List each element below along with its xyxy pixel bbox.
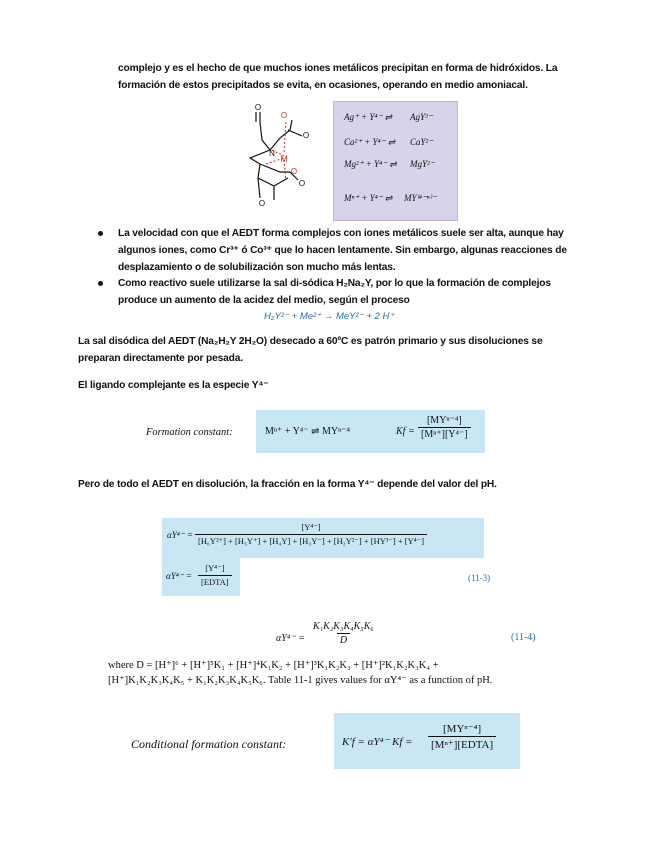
reaction-right-1: AgY³⁻ — [410, 112, 433, 122]
where-line-2: [H⁺]K₁K₂K₃K₄K₅ + K₁K₂K₃K₄K₅K₆. Table 11-1 gives values for αY⁴⁻ as a function of pH. — [108, 675, 493, 686]
ph-text: Pero de todo el AEDT en disolución, la fracción en la forma Y⁴⁻ depende del valor del pH. — [78, 479, 497, 490]
bullet-1-line-1: La velocidad con que el AEDT forma complejos con iones metálicos suele ser alta, aunque hay — [118, 228, 564, 239]
formation-reaction: Mⁿ⁺ + Y⁴⁻ ⇌ MYⁿ⁻⁴ — [265, 426, 350, 437]
alpha2-denominator: D — [337, 633, 350, 646]
alpha-lhs-1: αY⁴⁻ = — [167, 530, 193, 540]
alpha-lhs-2: αY⁴⁻ = — [166, 571, 192, 581]
edta-structure-figure — [232, 100, 316, 210]
disodica-line-1: La sal disódica del AEDT (Na₂H₂Y 2H₂O) desecado a 60ºC es patrón primario y sus disoluciones se — [78, 336, 543, 347]
alpha-fraction-1 — [195, 522, 427, 547]
alpha2-fraction — [310, 621, 377, 646]
ligand-text: El ligando complejante es la especie Y⁴⁻ — [78, 380, 269, 391]
reactions-box — [333, 101, 458, 221]
reaction-row-4 — [344, 193, 392, 204]
alpha-numerator-2: [Y⁴⁻] — [205, 563, 225, 573]
intro-line-1: complejo y es el hecho de que muchos iones metálicos precipitan en forma de hidróxidos. La — [118, 63, 558, 74]
conditional-lhs: K′f = αY⁴⁻ Kf = — [342, 736, 413, 748]
process-equation: H₂Y²⁻ + Me²⁺ → MeY²⁻ + 2 H⁺ — [264, 311, 395, 322]
n-label: N — [269, 149, 275, 158]
bullet-2-line-2: produce un aumento de la acidez del medio, según el proceso — [118, 295, 410, 306]
eq-number-11-3: (11-3) — [468, 573, 491, 583]
reaction-row-3 — [344, 159, 397, 170]
conditional-label: Conditional formation constant: — [131, 737, 287, 751]
bullet-2-line-1: Como reactivo suele utilizarse la sal di-sódica H₂Na₂Y, por lo que la formación de complejos — [118, 278, 551, 289]
o-label-1: O — [254, 103, 262, 112]
o-label-3: O — [302, 131, 310, 140]
formation-denominator: [Mⁿ⁺][Y⁴⁻] — [418, 427, 471, 440]
alpha-numerator-1: [Y⁴⁻] — [301, 522, 321, 532]
conditional-denominator: [Mⁿ⁺][EDTA] — [428, 736, 496, 751]
alpha2-lhs: αY⁴⁻ = — [276, 633, 305, 644]
reaction-right-3: MgY²⁻ — [410, 159, 435, 169]
reaction-right-4: MY⁽⁴⁻ⁿ⁾⁻ — [404, 193, 437, 203]
alpha-denominator-1: [H₆Y²⁺] + [H₅Y⁺] + [H₄Y] + [H₃Y⁻] + [H₂Y²⁻] + [HY³⁻] + [Y⁴⁻] — [195, 534, 427, 547]
conditional-numerator: [MYⁿ⁻⁴] — [443, 723, 482, 735]
intro-line-2: formación de estos precipitados se evita, en ocasiones, operando en medio amoniacal. — [118, 80, 528, 91]
formation-label: Formation constant: — [146, 427, 233, 438]
conditional-fraction — [428, 722, 496, 751]
bullet-dot-1 — [98, 231, 103, 236]
bullet-dot-2 — [98, 281, 103, 286]
reaction-left-4: Mⁿ⁺ + Y⁴⁻ ⇌ — [344, 193, 393, 203]
reaction-left-1: Ag⁺ + Y⁴⁻ ⇌ — [344, 112, 392, 122]
reaction-row-1 — [344, 112, 392, 123]
formation-box — [256, 410, 485, 453]
reaction-right-2: CaY²⁻ — [410, 137, 433, 147]
reaction-left-3: Mg²⁺ + Y⁴⁻ ⇌ — [344, 159, 397, 169]
formation-numerator: [MYⁿ⁻⁴] — [426, 415, 462, 426]
formation-fraction — [418, 415, 471, 440]
conditional-box — [334, 713, 520, 769]
alpha-denominator-2: [EDTA] — [198, 575, 232, 587]
o-label-5: O — [298, 179, 306, 188]
reaction-left-2: Ca²⁺ + Y⁴⁻ ⇌ — [344, 137, 396, 147]
eq-number-11-4: (11-4) — [511, 632, 536, 643]
alpha-fraction-2 — [198, 563, 232, 587]
where-line-1: where D = [H⁺]⁶ + [H⁺]⁵K₁ + [H⁺]⁴K₁K₂ + [H⁺]³K₁K₂K₃ + [H⁺]²K₁K₂K₃K₄ + — [108, 660, 439, 671]
bullet-1-line-2: algunos iones, como Cr³⁺ ó Co³⁺ que lo hacen lentamente. Sin embargo, algunas reacciones de — [118, 245, 567, 256]
metal-label: M — [280, 154, 288, 164]
alpha2-numerator: K₁K₂K₃K₄K₅K₆ — [313, 621, 374, 632]
o-label-4: O — [290, 167, 298, 176]
reaction-row-2 — [344, 137, 395, 148]
edta-structure-drawing — [232, 100, 316, 210]
o-label-6: O — [258, 199, 266, 208]
bullet-1-line-3: desplazamiento o de solubilización son mucho más lentas. — [118, 262, 396, 273]
formation-kf: Kf = — [396, 426, 415, 437]
o-label-2: O — [280, 111, 288, 120]
disodica-line-2: preparan directamente por pesada. — [78, 353, 243, 364]
